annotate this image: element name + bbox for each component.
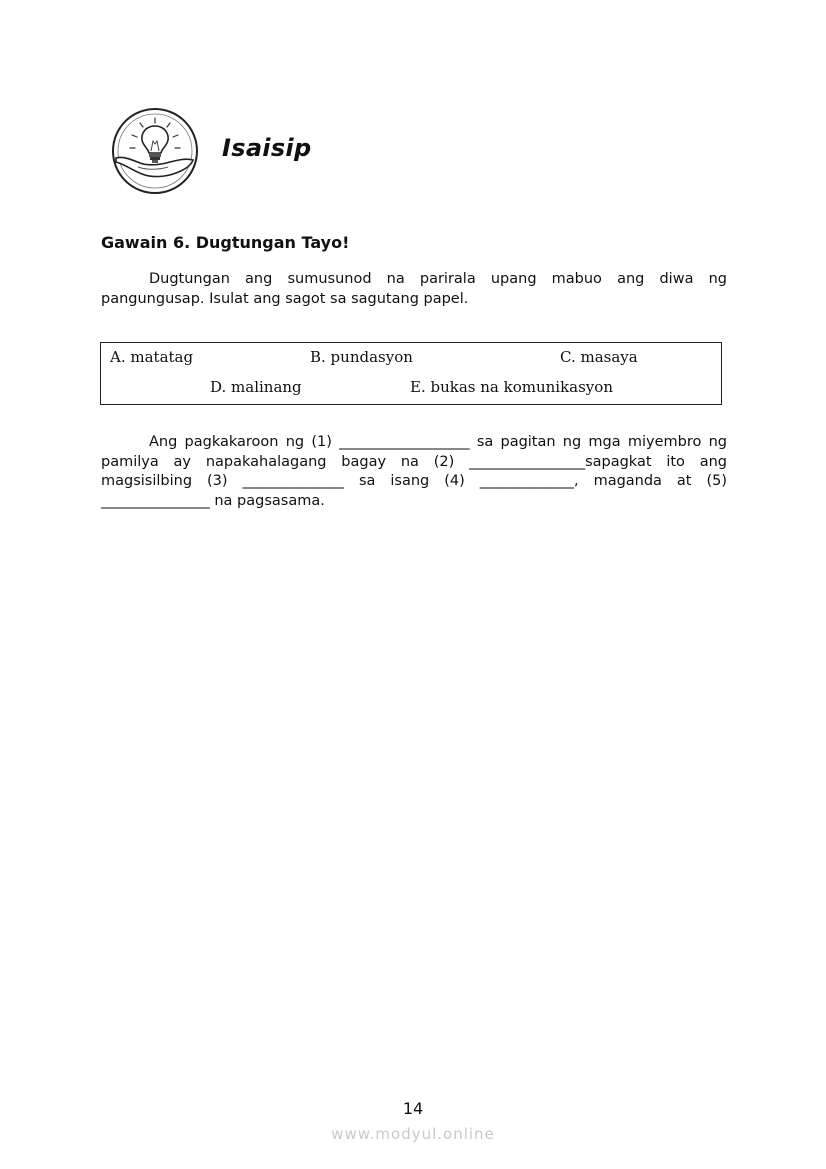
choice-d: D. malinang <box>210 378 302 396</box>
activity-title: Gawain 6. Dugtungan Tayo! <box>101 233 350 252</box>
choice-c: C. masaya <box>560 348 638 366</box>
fill-in-passage: Ang pagkakaroon ng (1) __________________ sa pagitan ng mga miyembro ng pamilya ay napakahalagang bagay na (2) ________________sapagkat ito ang magsisilbing (3) ______________ sa isang (4) _____________, maganda at (5) _______________ na pagsasama. <box>101 434 727 509</box>
activity-instructions: Dugtungan ang sumusunod na parirala upang mabuo ang diwa ng pangungusap. Isulat ang sagot sa sagutang papel. <box>101 271 727 307</box>
choices-box <box>100 342 722 405</box>
lightbulb-in-hand-icon <box>110 106 200 196</box>
section-title: Isaisip <box>222 134 312 162</box>
page-number: 14 <box>402 1099 424 1118</box>
choice-e: E. bukas na komunikasyon <box>410 378 613 396</box>
watermark: www.modyul.online <box>331 1125 495 1143</box>
choice-a: A. matatag <box>110 348 194 366</box>
choice-b: B. pundasyon <box>310 348 413 366</box>
